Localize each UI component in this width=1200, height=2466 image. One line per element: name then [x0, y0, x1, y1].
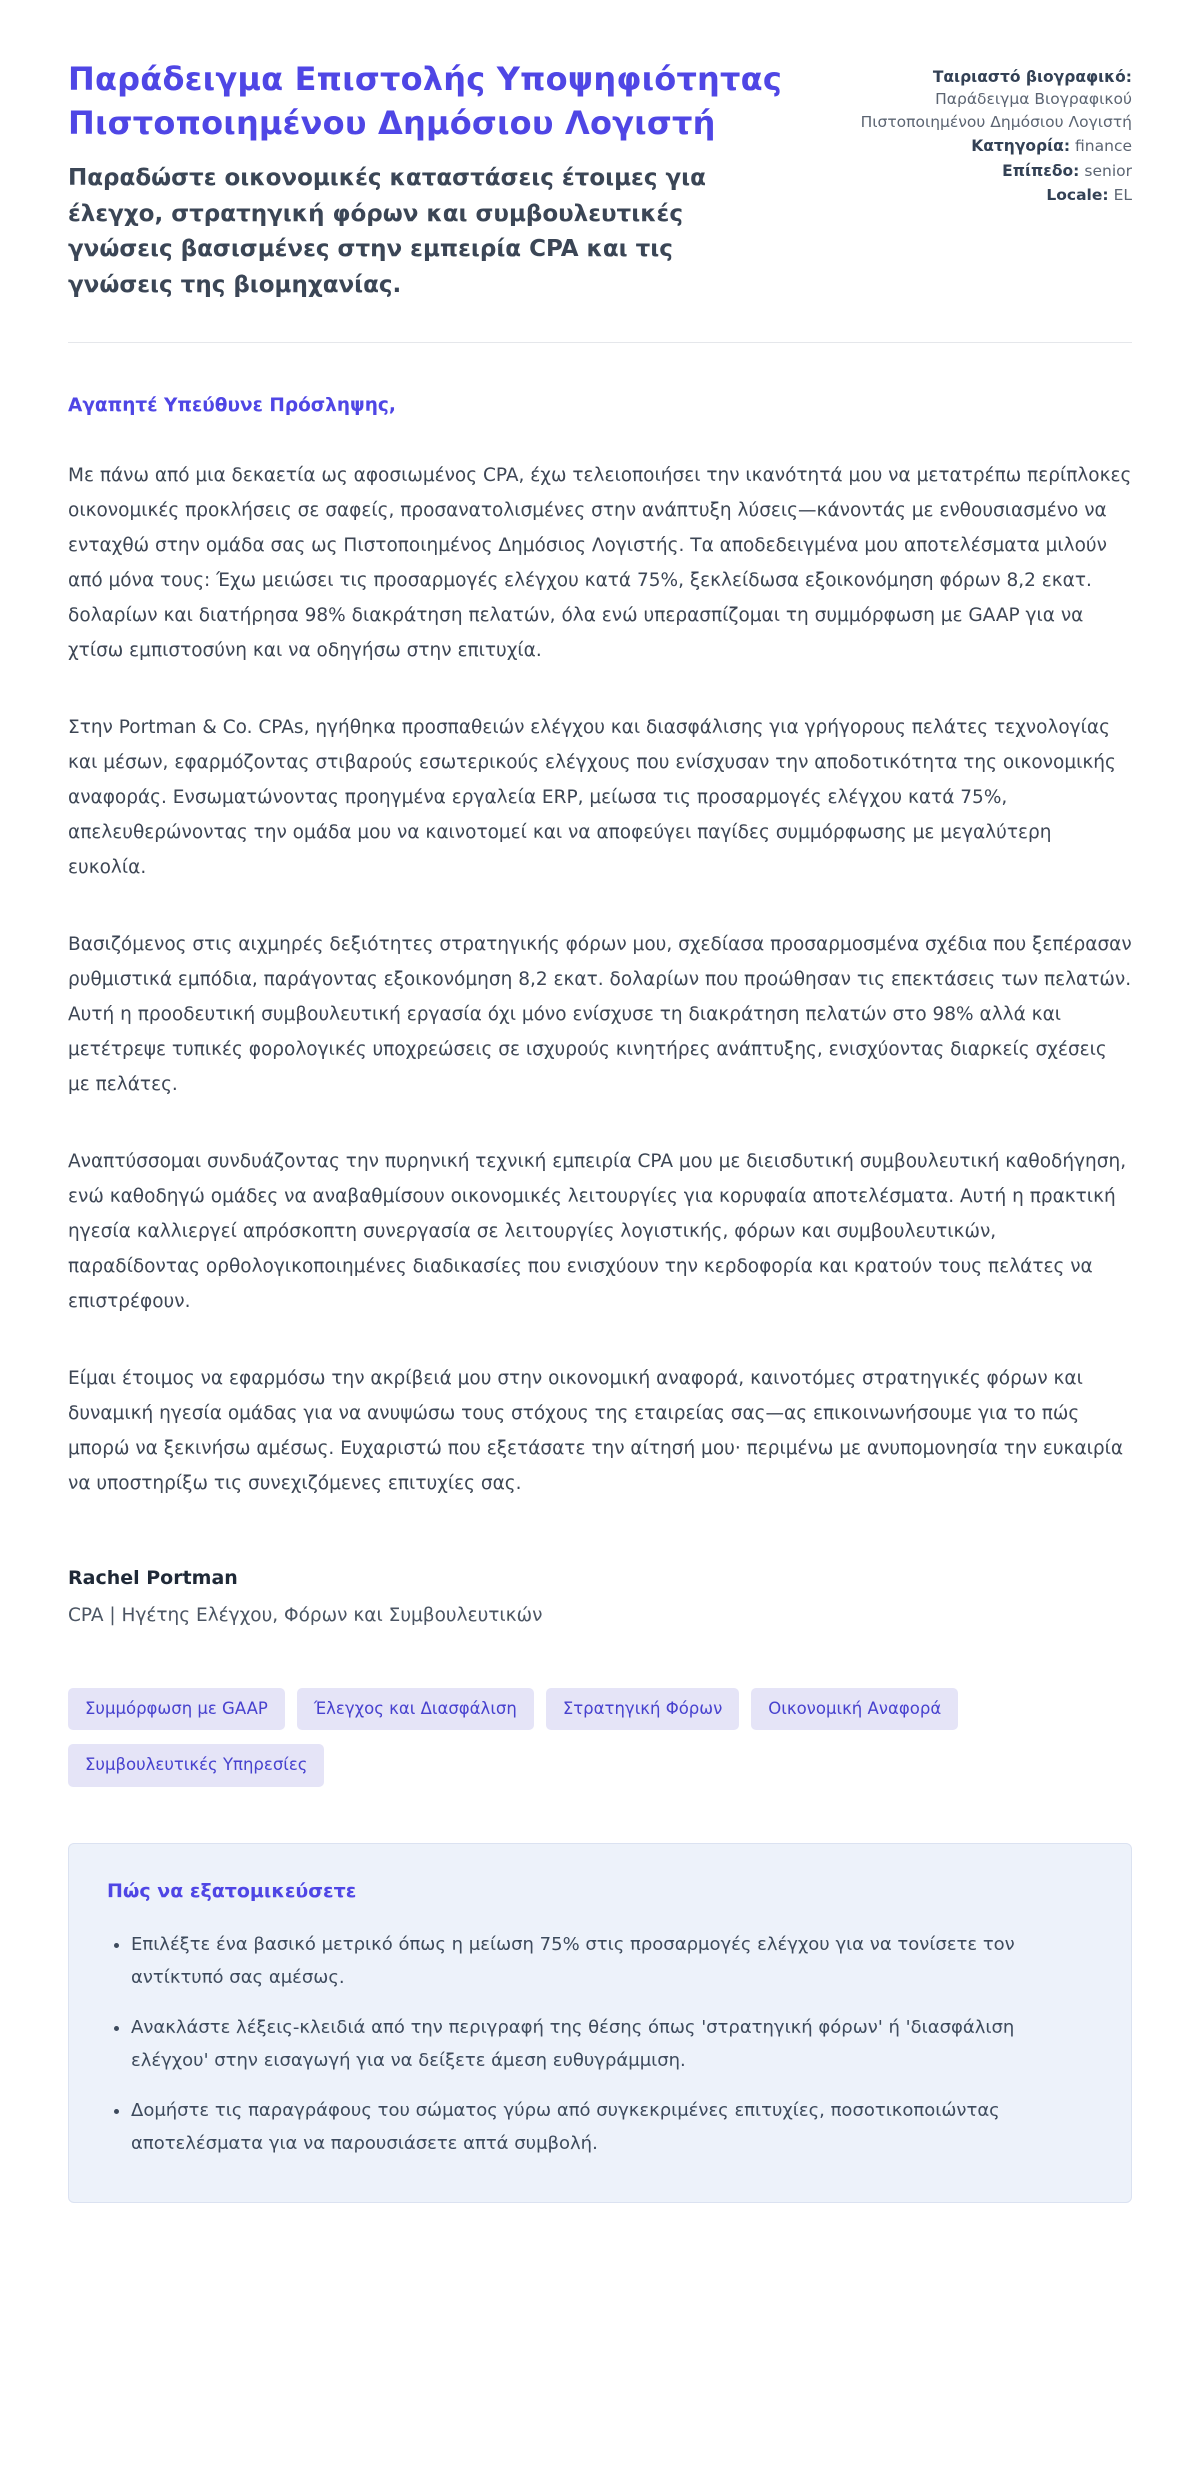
- letter-body: [68, 395, 1132, 1626]
- header-title-block: [68, 58, 792, 304]
- page-header: [68, 58, 1132, 304]
- cover-letter-page: [68, 0, 1132, 2273]
- skill-tags: [68, 1688, 1132, 1787]
- customize-callout: [68, 1843, 1132, 2203]
- header-divider: [68, 342, 1132, 343]
- page-title: Παράδειγμα Επιστολής Υποψηφιότητας Πιστοποιημένου Δημόσιου Λογιστή: [68, 60, 783, 142]
- customize-bullet-2: • Ανακλάστε λέξεις-κλειδιά από την περιγραφή της θέσης όπως 'στρατηγική φόρων' ή 'διασφάλιση ελέγχου' στην εισαγωγή για να δείξετε άμεση ευθυγράμμιση.: [131, 2011, 1093, 2077]
- skill-tag-advisory-services: Συμβουλευτικές Υπηρεσίες: [68, 1744, 324, 1787]
- signature-name: Rachel Portman: [68, 1566, 238, 1589]
- customize-bullet-3: • Δομήστε τις παραγράφους του σώματος γύρω από συγκεκριμένες επιτυχίες, ποσοτικοποιώντας αποτελέσματα για να παρουσιάσετε απτά συμβολή.: [131, 2094, 1093, 2160]
- skill-tag-audit-assurance: Έλεγχος και Διασφάλιση: [297, 1688, 534, 1731]
- skill-tag-tax-strategy: Στρατηγική Φόρων: [546, 1688, 739, 1731]
- meta-level-label: Επίπεδο:: [1002, 161, 1080, 180]
- meta-category-value: finance: [1075, 137, 1132, 156]
- signature-role: CPA | Ηγέτης Ελέγχου, Φόρων και Συμβουλευτικών: [68, 1604, 543, 1626]
- meta-matching-resume: [832, 66, 1132, 133]
- meta-locale-label: Locale:: [1046, 186, 1109, 205]
- meta-category: [832, 135, 1132, 157]
- meta-locale-value: EL: [1113, 186, 1132, 205]
- meta-locale: [832, 184, 1132, 206]
- header-meta-panel: [832, 58, 1132, 207]
- page-subtitle: Παραδώστε οικονομικές καταστάσεις έτοιμες για έλεγχο, στρατηγική φόρων και συμβουλευτικές γνώσεις βασισμένες στην εμπειρία CPA και τις γνώσεις της βιομηχανίας.: [68, 165, 706, 298]
- meta-level: [832, 160, 1132, 182]
- meta-matching-resume-value: Παράδειγμα Βιογραφικού Πιστοποιημένου Δημόσιου Λογιστή: [860, 90, 1132, 131]
- letter-paragraph-5: Είμαι έτοιμος να εφαρμόσω την ακρίβειά μου στην οικονομική αναφορά, καινοτόμες στρατηγικές φόρων και δυναμική ηγεσία ομάδας για να ανυψώσω τους στόχους της εταιρείας σας—ας επικοινωνήσουμε για το πώς μπορώ να ξεκινήσω αμέσως. Ευχαριστώ που εξετάσατε την αίτησή μου· περιμένω με ανυπομονησία την ευκαιρία να υποστηρίξω τις συνεχιζόμενες επιτυχίες σας.: [68, 1367, 1124, 1494]
- customize-bullet-1: • Επιλέξτε ένα βασικό μετρικό όπως η μείωση 75% στις προσαρμογές ελέγχου για να τονίσετε τον αντίκτυπό σας αμέσως.: [131, 1928, 1093, 1994]
- customize-title: Πώς να εξατομικεύσετε: [107, 1879, 357, 1902]
- letter-greeting: Αγαπητέ Υπεύθυνε Πρόσληψης,: [68, 394, 396, 416]
- skill-tag-financial-reporting: Οικονομική Αναφορά: [751, 1688, 958, 1731]
- letter-paragraph-1: Με πάνω από μια δεκαετία ως αφοσιωμένος CPA, έχω τελειοποιήσει την ικανότητά μου να μετατρέπω περίπλοκες οικονομικές προκλήσεις σε σαφείς, προσανατολισμένες στην ανάπτυξη λύσεις—κάνοντάς με ενθουσιασμένο να ενταχθώ στην ομάδα σας ως Πιστοποιημένος Δημόσιος Λογιστής. Τα αποδεδειγμένα μου αποτελέσματα μιλούν από μόνα τους: Έχω μειώσει τις προσαρμογές ελέγχου κατά 75%, ξεκλείδωσα εξοικονόμηση φόρων 8,2 εκατ. δολαρίων και διατήρησα 98% διακράτηση πελατών, όλα ενώ υπερασπίζομαι τη συμμόρφωση με GAAP για να χτίσω εμπιστοσύνη και να οδηγήσω στην επιτυχία.: [68, 464, 1132, 661]
- meta-category-label: Κατηγορία:: [971, 137, 1071, 156]
- letter-paragraph-3: Βασιζόμενος στις αιχμηρές δεξιότητες στρατηγικής φόρων μου, σχεδίασα προσαρμοσμένα σχέδια που ξεπέρασαν ρυθμιστικά εμπόδια, παράγοντας εξοικονόμηση 8,2 εκατ. δολαρίων που προώθησαν τις επεκτάσεις των πελατών. Αυτή η προοδευτική συμβουλευτική εργασία όχι μόνο ενίσχυσε τη διακράτηση πελατών στο 98% αλλά και μετέτρεψε τυπικές φορολογικές υποχρεώσεις σε ισχυρούς κινητήρες ανάπτυξης, ενισχύοντας διαρκείς σχέσεις με πελάτες.: [68, 933, 1132, 1095]
- skill-tag-gaap-compliance: Συμμόρφωση με GAAP: [68, 1688, 285, 1731]
- meta-matching-resume-label: Ταιριαστό βιογραφικό:: [932, 68, 1132, 86]
- letter-paragraph-2: Στην Portman & Co. CPAs, ηγήθηκα προσπαθειών ελέγχου και διασφάλισης για γρήγορους πελάτες τεχνολογίας και μέσων, εφαρμόζοντας στιβαρούς εσωτερικούς ελέγχους που ενίσχυσαν την αποδοτικότητα της οικονομικής αναφοράς. Ενσωματώνοντας προηγμένα εργαλεία ERP, μείωσα τις προσαρμογές ελέγχου κατά 75%, απελευθερώνοντας την ομάδα μου να καινοτομεί και να αποφεύγει παγίδες συμμόρφωσης με μεγαλύτερη ευκολία.: [68, 716, 1116, 878]
- letter-paragraph-4: Αναπτύσσομαι συνδυάζοντας την πυρηνική τεχνική εμπειρία CPA μου με διεισδυτική συμβουλευτική καθοδήγηση, ενώ καθοδηγώ ομάδες να αναβαθμίσουν οικονομικές λειτουργίες για κορυφαία αποτελέσματα. Αυτή η πρακτική ηγεσία καλλιεργεί απρόσκοπτη συνεργασία σε λειτουργίες λογιστικής, φόρων και συμβουλευτικών, παραδίδοντας ορθολογικοποιημένες διαδικασίες που ενισχύουν την κερδοφορία και κρατούν τους πελάτες να επιστρέφουν.: [68, 1150, 1127, 1312]
- meta-level-value: senior: [1084, 161, 1132, 180]
- customize-list: [107, 1928, 1093, 2160]
